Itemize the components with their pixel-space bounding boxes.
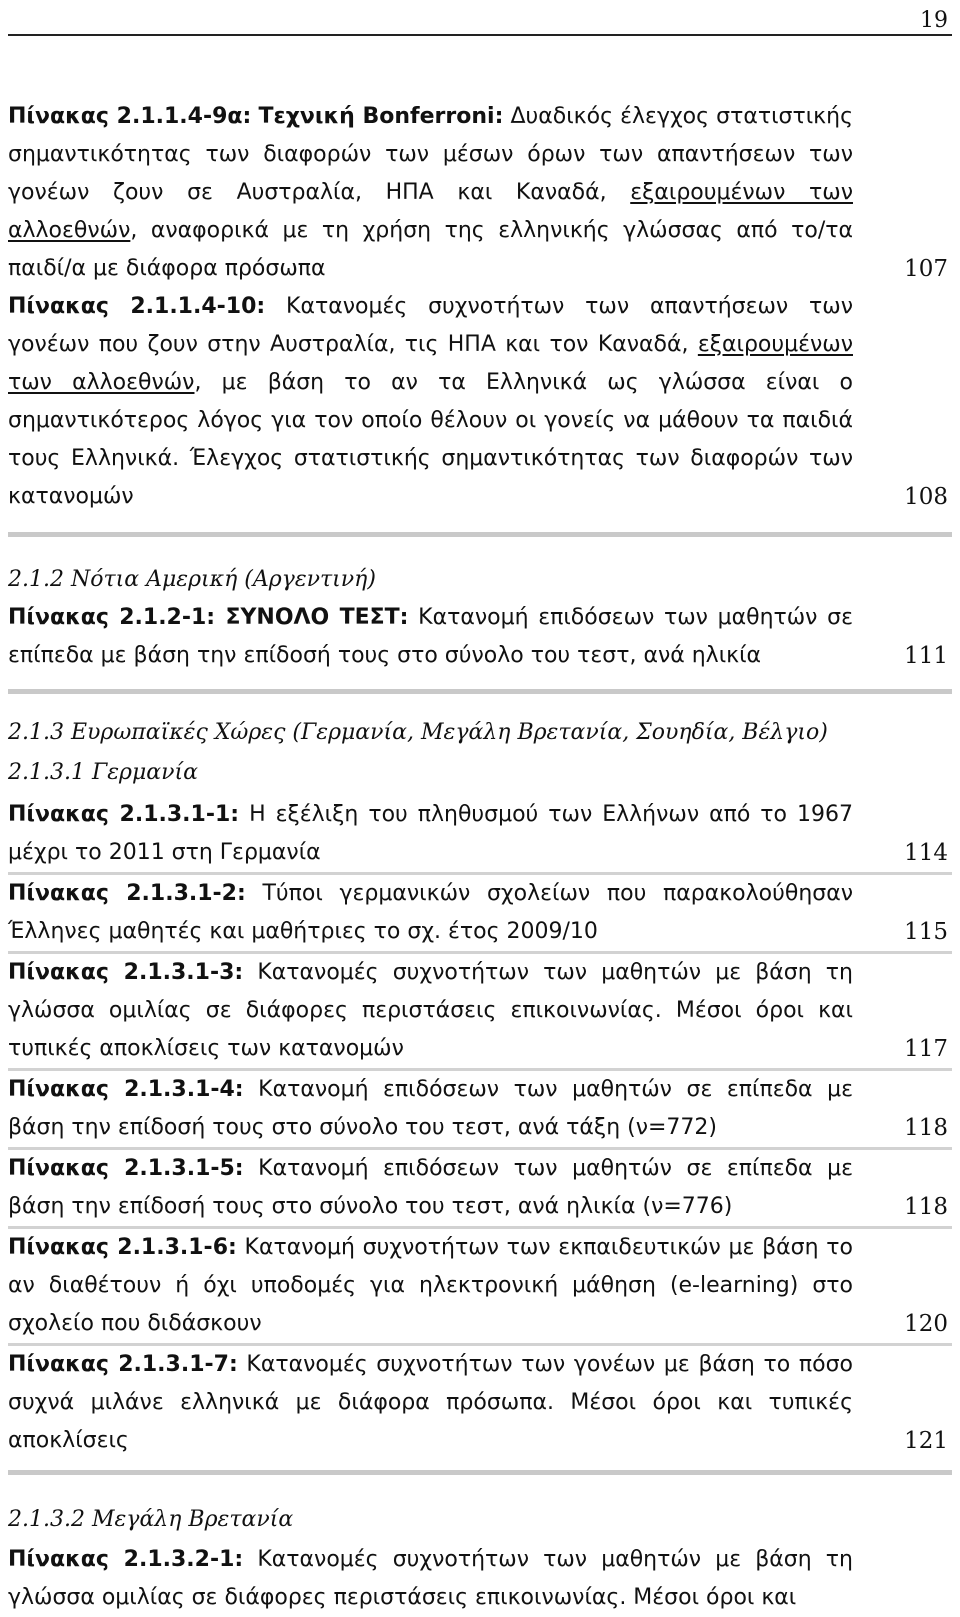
section-divider (8, 532, 952, 537)
entry-page-number: 115 (904, 919, 948, 945)
entry-text: Κατανομές συχνοτήτων των μαθητών με βάση τη γλώσσα ομιλίας σε διάφορες περιστάσεις επικοινωνίας. Μέσοι όροι και τυπικές αποκλίσεις των κατανομών (8, 960, 853, 1061)
entry-label: Πίνακας 2.1.3.1-5: (8, 1156, 244, 1181)
header-rule (8, 34, 952, 36)
section-divider (8, 1470, 952, 1475)
subsection-heading[interactable]: 2.1.3.1 Γερμανία (8, 760, 198, 785)
entry-text: Κατανομή επιδόσεων των μαθητών σε επίπεδα με βάση την επίδοσή τους στο σύνολο του τεστ, ανά ηλικία (8, 605, 854, 668)
entry-text: Η εξέλιξη του πληθυσμού των Ελλήνων από το 1967 μέχρι το 2011 στη Γερμανία (8, 802, 853, 865)
toc-entry[interactable] (8, 1071, 952, 1147)
section-divider (8, 689, 952, 694)
entry-label: Πίνακας 2.1.1.4-10: (8, 294, 266, 319)
toc-entry[interactable] (8, 796, 952, 872)
entry-page-number: 108 (904, 484, 948, 510)
entry-text-cont: , με βάση το αν τα Ελληνικά ως γλώσσα είναι ο σημαντικότερος λόγος για τον οποίο θέλουν οι γονείς να μάθουν τα παιδιά τους Ελληνικά. Έλεγχος στατιστικής σημαντικότητας των διαφορών των κατανομών (8, 370, 853, 509)
toc-entry[interactable] (8, 1346, 952, 1460)
entry-underlined-text: εξαιρουμένων των αλλοεθνών (8, 332, 853, 395)
entry-text: Τύποι γερμανικών σχολείων που παρακολούθησαν Έλληνες μαθητές και μαθήτριες το σχ. έτος 2009/10 (8, 881, 853, 944)
entry-text: Κατανομή επιδόσεων των μαθητών σε επίπεδα με βάση την επίδοσή τους στο σύνολο του τεστ, ανά ηλικία (ν=776) (8, 1156, 853, 1219)
entry-text: Κατανομές συχνοτήτων των γονέων με βάση το πόσο συχνά μιλάνε ελληνικά με διάφορα πρόσωπα. Μέσοι όροι και τυπικές αποκλίσεις (8, 1352, 854, 1453)
entry-text: Κατανομή συχνοτήτων των εκπαιδευτικών με βάση το αν διαθέτουν ή όχι υποδομές για ηλεκτρονική μάθηση (e-learning) στο σχολείο που διδάσκουν (8, 1235, 853, 1336)
toc-entry[interactable] (8, 954, 952, 1068)
entry-page-number: 118 (904, 1194, 948, 1220)
toc-entry[interactable] (8, 1541, 952, 1617)
entry-page-number: 118 (904, 1115, 948, 1141)
toc-entry[interactable] (8, 98, 952, 288)
entry-page-number: 117 (904, 1036, 948, 1062)
entry-text: Κατανομή επιδόσεων των μαθητών σε επίπεδα με βάση την επίδοσή τους στο σύνολο του τεστ, ανά τάξη (ν=772) (8, 1077, 853, 1140)
subsection-heading[interactable]: 2.1.3.2 Μεγάλη Βρετανία (8, 1507, 294, 1532)
entry-text: Κατανομές συχνοτήτων των μαθητών με βάση τη γλώσσα ομιλίας σε διάφορες περιστάσεις επικοινωνίας. Μέσοι όροι και (8, 1547, 853, 1610)
entry-text: Κατανομές συχνοτήτων των απαντήσεων των γονέων που ζουν στην Αυστραλία, τις ΗΠΑ και τον Καναδά, (8, 294, 853, 357)
entry-page-number: 114 (904, 840, 948, 866)
entry-label: Πίνακας 2.1.3.1-4: (8, 1077, 244, 1102)
section-heading[interactable]: 2.1.3 Ευρωπαϊκές Χώρες (Γερμανία, Μεγάλη Βρετανία, Σουηδία, Βέλγιο) (8, 720, 828, 745)
entry-underlined-text: εξαιρουμένων των αλλοεθνών (8, 180, 853, 243)
entry-page-number: 120 (904, 1311, 948, 1337)
entry-page-number: 111 (904, 643, 948, 669)
entry-label: Πίνακας 2.1.3.1-3: (8, 960, 244, 985)
toc-entry[interactable] (8, 288, 952, 516)
page-number: 19 (920, 8, 948, 33)
toc-entry[interactable] (8, 875, 952, 951)
entry-page-number: 107 (904, 256, 948, 282)
entry-label: Πίνακας 2.1.3.2-1: (8, 1547, 244, 1572)
section-heading[interactable]: 2.1.2 Νότια Αμερική (Αργεντινή) (8, 567, 376, 592)
table-of-contents (8, 98, 952, 1617)
entry-page-number: 121 (904, 1428, 948, 1454)
entry-label: Πίνακας 2.1.2-1: ΣΥΝΟΛΟ ΤΕΣΤ: (8, 605, 409, 630)
entry-label-secondary: Τεχνική Bonferroni: (258, 104, 504, 129)
entry-label: Πίνακας 2.1.3.1-6: (8, 1235, 237, 1260)
toc-entry[interactable] (8, 599, 952, 675)
entry-label: Πίνακας 2.1.3.1-1: (8, 802, 240, 827)
toc-entry[interactable] (8, 1150, 952, 1226)
entry-label: Πίνακας 2.1.1.4-9α: (8, 104, 252, 129)
entry-label: Πίνακας 2.1.3.1-2: (8, 881, 246, 906)
entry-text: Δυαδικός έλεγχος στατιστικής σημαντικότητας των διαφορών των μέσων όρων των απαντήσεων των γονέων ζουν σε Αυστραλία, ΗΠΑ και Καναδά, (8, 104, 853, 205)
toc-entry[interactable] (8, 1229, 952, 1343)
entry-text-cont: , αναφορικά με τη χρήση της ελληνικής γλώσσας από το/τα παιδί/α με διάφορα πρόσωπα (8, 218, 853, 281)
entry-label: Πίνακας 2.1.3.1-7: (8, 1352, 238, 1377)
